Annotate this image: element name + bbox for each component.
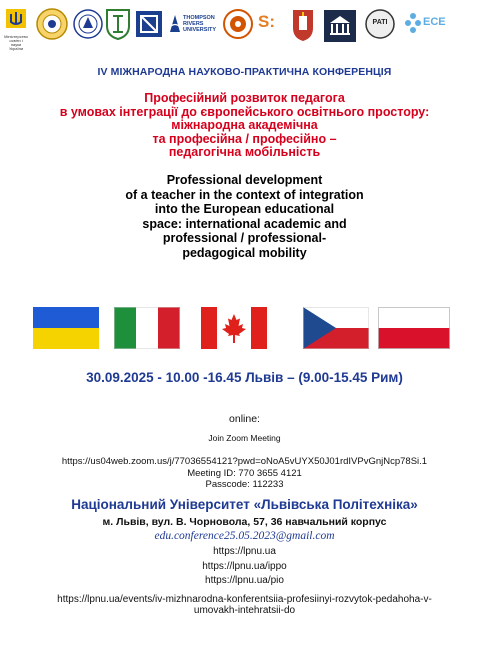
university-seal-icon-1 xyxy=(36,8,68,40)
pati-text: PATI xyxy=(372,19,388,26)
ministry-logo xyxy=(4,8,28,51)
ece-logo-icon xyxy=(404,11,422,35)
canada-flag-icon xyxy=(201,307,267,349)
event-url-line[interactable]: umovakh-intehratsii-do xyxy=(193,605,296,616)
ukraine-flag-icon xyxy=(33,307,99,349)
czech-flag-icon xyxy=(303,307,369,349)
university-seal-logo-2 xyxy=(73,8,103,45)
partner-logos-row xyxy=(0,6,489,50)
title-en-line: professional / professional- xyxy=(162,231,327,246)
link-lpnu[interactable]: https://lpnu.ua xyxy=(213,546,276,557)
blue-square-logo xyxy=(135,10,163,43)
university-crest-icon xyxy=(105,8,131,40)
online-label: online: xyxy=(229,413,260,425)
event-url-link[interactable] xyxy=(0,594,489,616)
zoom-join-link[interactable]: Join Zoom Meeting xyxy=(208,433,281,443)
conference-heading: IV МІЖНАРОДНА НАУКОВО-ПРАКТИЧНА КОНФЕРЕНЦІЯ xyxy=(97,66,392,78)
university-seal-icon-2 xyxy=(73,8,103,40)
title-en-line: of a teacher in the context of integration xyxy=(125,187,364,202)
s-logo-icon: S: xyxy=(258,12,275,31)
red-shield-icon xyxy=(291,8,315,42)
country-flags xyxy=(33,307,457,349)
italy-flag-icon xyxy=(114,307,180,349)
university-crest-logo xyxy=(105,8,131,45)
title-en-line: pedagogical mobility xyxy=(182,245,307,260)
event-url-line[interactable]: https://lpnu.ua/events/iv-mizhnarodna-konferentsiia-profesiinyi-rozvytok-pedahoha-v- xyxy=(57,594,432,605)
venue-address: м. Львів, вул. В. Чорновола, 57, 36 навчальний корпус xyxy=(102,516,387,528)
title-en-line: into the European educational xyxy=(154,202,335,217)
link-lpnu-pio[interactable]: https://lpnu.ua/pio xyxy=(205,575,284,586)
ece-text: ECE xyxy=(423,16,446,28)
title-ua-line: в умовах інтеграції до європейського освітнього простору: xyxy=(59,104,430,119)
title-en-line: Professional development xyxy=(166,173,323,187)
university-seal-logo-1 xyxy=(36,8,68,45)
meeting-id: Meeting ID: 770 3655 4121 xyxy=(187,468,302,479)
title-ua-line: міжнародна академічна xyxy=(171,118,318,133)
university-name: Національний Університет «Львівська Політехніка» xyxy=(71,497,418,512)
title-ua-line: педагогічна мобільність xyxy=(168,145,321,160)
orange-seal-logo xyxy=(223,9,253,44)
title-en-line: space: international academic and xyxy=(142,216,347,231)
meeting-passcode: Passcode: 112233 xyxy=(205,479,284,490)
ministry-trident-icon xyxy=(4,8,28,30)
s-logo xyxy=(258,12,282,38)
blue-square-logo-icon xyxy=(135,10,163,38)
orange-seal-icon xyxy=(223,9,253,39)
thompson-rivers-text: THOMPSON RIVERS UNIVERSITY xyxy=(183,15,217,33)
title-english xyxy=(0,173,489,261)
ministry-logo-text: Міністерство освіти і науки України xyxy=(4,34,28,51)
title-ua-line: та професійна / професійно – xyxy=(152,131,337,146)
thompson-rivers-logo-icon xyxy=(168,12,182,36)
red-shield-logo xyxy=(291,8,315,47)
contact-email-link[interactable]: edu.conference25.05.2023@gmail.com xyxy=(154,530,335,542)
title-ua-line: Професійний розвиток педагога xyxy=(144,91,345,105)
zoom-url-link[interactable]: https://us04web.zoom.us/j/77036554121?pwd=oNoA5vUYX50J01rdIVPvGnjNcp78Si.1 xyxy=(61,456,428,467)
ece-logo xyxy=(404,11,464,41)
title-ukrainian xyxy=(0,92,489,160)
thompson-rivers-logo xyxy=(168,12,220,42)
event-date-time: 30.09.2025 - 10.00 -16.45 Львів – (9.00-15.45 Рим) xyxy=(86,370,403,385)
poland-flag-icon xyxy=(378,307,450,349)
link-lpnu-ippo[interactable]: https://lpnu.ua/ippo xyxy=(202,561,287,572)
university-building-logo xyxy=(323,9,357,48)
university-building-icon xyxy=(323,9,357,43)
